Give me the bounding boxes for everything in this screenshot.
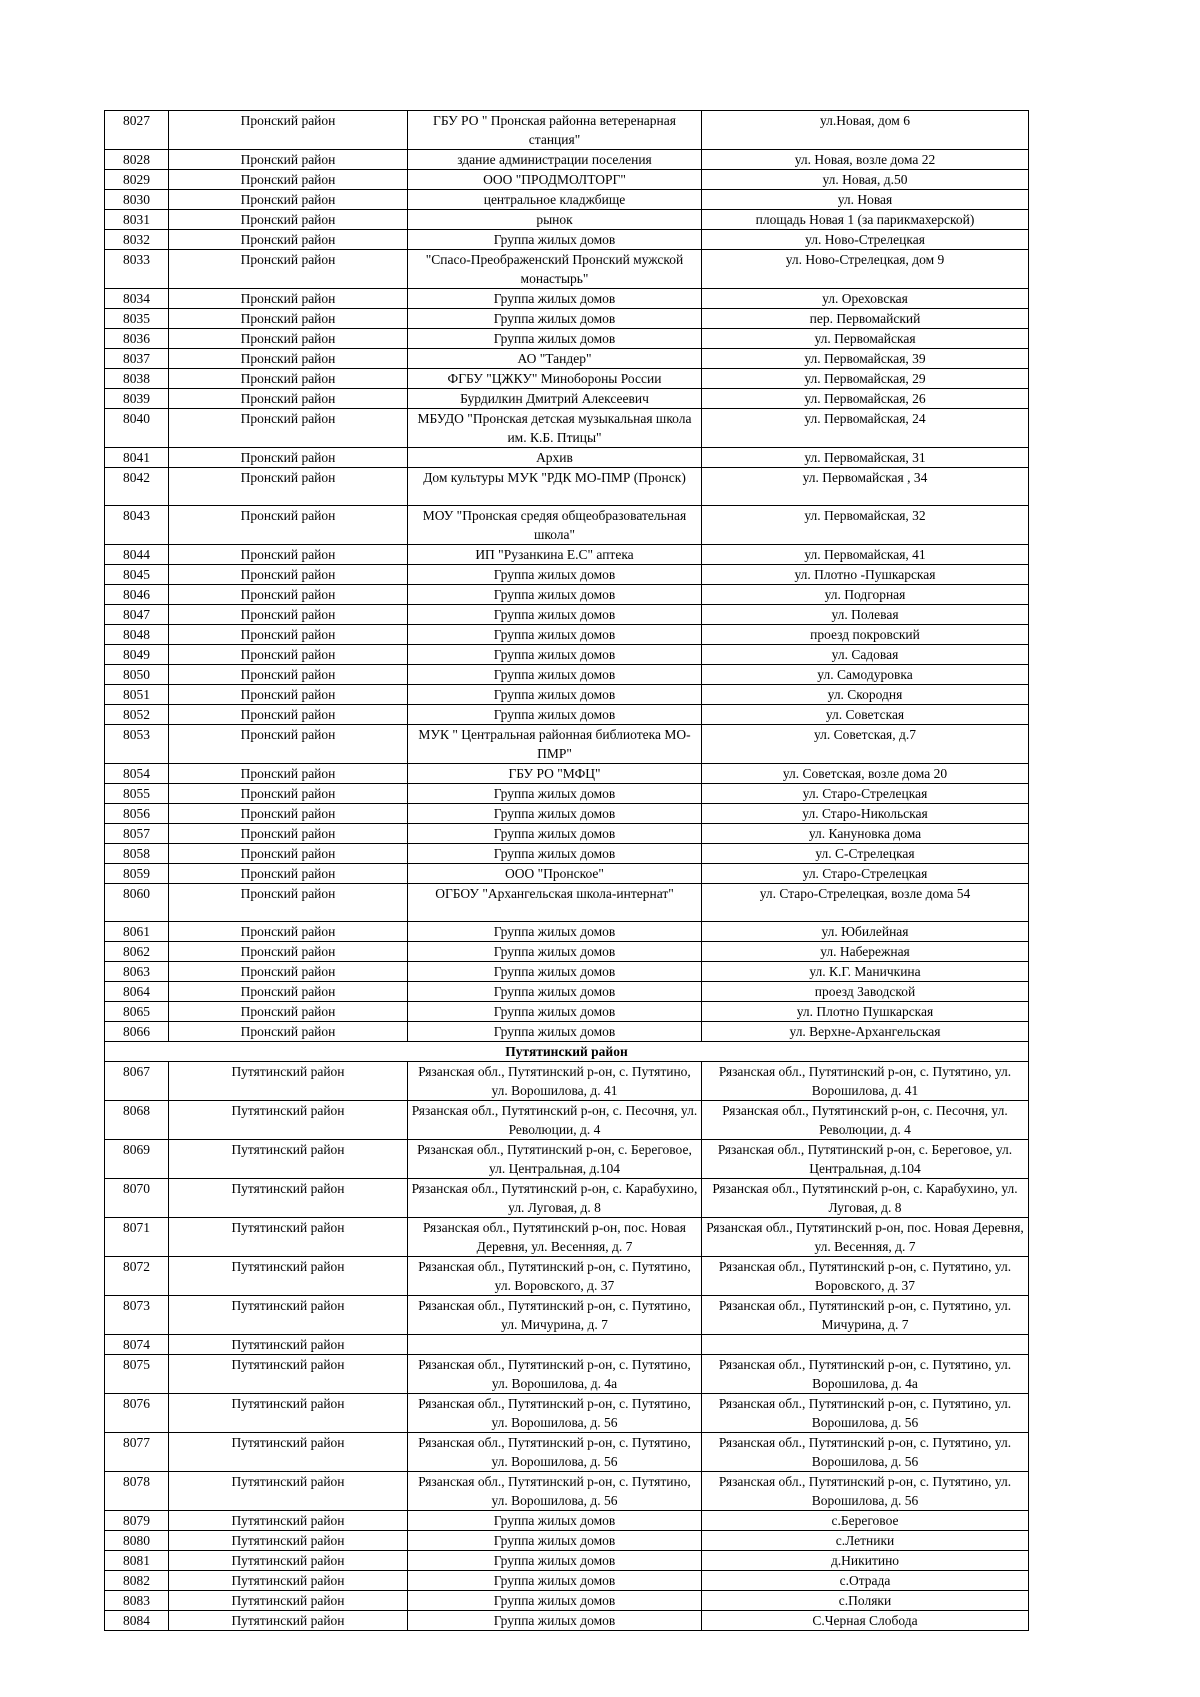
row-number-cell: 8033	[105, 250, 169, 289]
address-cell: Рязанская обл., Путятинский р-он, с. Береговое, ул. Центральная, д.104	[702, 1140, 1029, 1179]
table-row	[105, 1472, 1029, 1511]
row-number-cell: 8051	[105, 685, 169, 705]
row-number-cell: 8067	[105, 1062, 169, 1101]
table-row	[105, 962, 1029, 982]
district-cell: Пронский район	[169, 565, 408, 585]
address-cell	[702, 1335, 1029, 1355]
row-number-cell: 8029	[105, 170, 169, 190]
table-row	[105, 884, 1029, 922]
object-cell: Группа жилых домов	[408, 230, 702, 250]
object-cell	[408, 1335, 702, 1355]
row-number-cell: 8042	[105, 468, 169, 506]
object-cell: Рязанская обл., Путятинский р-он, с. Карабухино, ул. Луговая, д. 8	[408, 1179, 702, 1218]
object-cell: Группа жилых домов	[408, 625, 702, 645]
address-cell: пер. Первомайский	[702, 309, 1029, 329]
district-cell: Пронский район	[169, 389, 408, 409]
object-cell: ФГБУ "ЦЖКУ" Минобороны России	[408, 369, 702, 389]
row-number-cell: 8036	[105, 329, 169, 349]
address-cell: ул. Плотно Пушкарская	[702, 1002, 1029, 1022]
table-row	[105, 1531, 1029, 1551]
table-row	[105, 824, 1029, 844]
district-cell: Пронский район	[169, 369, 408, 389]
address-cell: проезд покровский	[702, 625, 1029, 645]
district-cell: Пронский район	[169, 329, 408, 349]
table-row	[105, 645, 1029, 665]
object-cell: Группа жилых домов	[408, 922, 702, 942]
district-cell: Путятинский район	[169, 1394, 408, 1433]
row-number-cell: 8030	[105, 190, 169, 210]
district-cell: Путятинский район	[169, 1355, 408, 1394]
object-cell: Группа жилых домов	[408, 962, 702, 982]
table-row	[105, 250, 1029, 289]
address-cell: ул. Верхне-Архангельская	[702, 1022, 1029, 1042]
row-number-cell: 8028	[105, 150, 169, 170]
row-number-cell: 8053	[105, 725, 169, 764]
object-cell: Группа жилых домов	[408, 665, 702, 685]
district-cell: Путятинский район	[169, 1218, 408, 1257]
object-cell: здание администрации поселения	[408, 150, 702, 170]
address-cell: ул. Юбилейная	[702, 922, 1029, 942]
district-cell: Пронский район	[169, 506, 408, 545]
object-cell: "Спасо-Преображенский Пронский мужской монастырь"	[408, 250, 702, 289]
district-cell: Пронский район	[169, 1002, 408, 1022]
object-cell: Группа жилых домов	[408, 685, 702, 705]
row-number-cell: 8049	[105, 645, 169, 665]
table-row	[105, 665, 1029, 685]
row-number-cell: 8077	[105, 1433, 169, 1472]
object-cell: Группа жилых домов	[408, 1511, 702, 1531]
district-cell: Пронский район	[169, 725, 408, 764]
table-row	[105, 1611, 1029, 1631]
table-row	[105, 982, 1029, 1002]
district-cell: Пронский район	[169, 705, 408, 725]
row-number-cell: 8068	[105, 1101, 169, 1140]
row-number-cell: 8058	[105, 844, 169, 864]
address-cell: Рязанская обл., Путятинский р-он, с. Путятино, ул. Ворошилова, д. 41	[702, 1062, 1029, 1101]
address-cell: ул. Первомайская, 24	[702, 409, 1029, 448]
object-cell: ООО "ПРОДМОЛТОРГ"	[408, 170, 702, 190]
row-number-cell: 8056	[105, 804, 169, 824]
district-cell: Путятинский район	[169, 1531, 408, 1551]
object-cell: Рязанская обл., Путятинский р-он, с. Путятино, ул. Ворошилова, д. 41	[408, 1062, 702, 1101]
table-row	[105, 1355, 1029, 1394]
district-cell: Пронский район	[169, 685, 408, 705]
district-cell: Путятинский район	[169, 1611, 408, 1631]
table-row	[105, 329, 1029, 349]
table-row	[105, 111, 1029, 150]
address-cell: С.Черная Слобода	[702, 1611, 1029, 1631]
district-cell: Пронский район	[169, 190, 408, 210]
table-row	[105, 942, 1029, 962]
object-cell: Группа жилых домов	[408, 1591, 702, 1611]
address-cell: ул. С-Стрелецкая	[702, 844, 1029, 864]
address-cell: Рязанская обл., Путятинский р-он, пос. Новая Деревня, ул. Весенняя, д. 7	[702, 1218, 1029, 1257]
row-number-cell: 8027	[105, 111, 169, 150]
row-number-cell: 8037	[105, 349, 169, 369]
table-row	[105, 1571, 1029, 1591]
object-cell: Группа жилых домов	[408, 982, 702, 1002]
address-cell: Рязанская обл., Путятинский р-он, с. Песочня, ул. Революции, д. 4	[702, 1101, 1029, 1140]
object-cell: Группа жилых домов	[408, 605, 702, 625]
row-number-cell: 8062	[105, 942, 169, 962]
row-number-cell: 8079	[105, 1511, 169, 1531]
object-cell: Группа жилых домов	[408, 1611, 702, 1631]
row-number-cell: 8055	[105, 784, 169, 804]
row-number-cell: 8073	[105, 1296, 169, 1335]
object-cell: ООО "Пронское"	[408, 864, 702, 884]
data-table	[104, 110, 1029, 1631]
address-cell: ул. Самодуровка	[702, 665, 1029, 685]
row-number-cell: 8038	[105, 369, 169, 389]
object-cell: ОГБОУ "Архангельская школа-интернат"	[408, 884, 702, 922]
table-row	[105, 764, 1029, 784]
object-cell: Группа жилых домов	[408, 1571, 702, 1591]
district-cell: Пронский район	[169, 111, 408, 150]
table-row	[105, 585, 1029, 605]
row-number-cell: 8066	[105, 1022, 169, 1042]
object-cell: Рязанская обл., Путятинский р-он, с. Береговое, ул. Центральная, д.104	[408, 1140, 702, 1179]
table-row	[105, 545, 1029, 565]
row-number-cell: 8040	[105, 409, 169, 448]
object-cell: АО "Тандер"	[408, 349, 702, 369]
object-cell: Группа жилых домов	[408, 824, 702, 844]
table-row	[105, 1101, 1029, 1140]
district-cell: Пронский район	[169, 289, 408, 309]
district-cell: Пронский район	[169, 1022, 408, 1042]
object-cell: Рязанская обл., Путятинский р-он, с. Путятино, ул. Ворошилова, д. 56	[408, 1394, 702, 1433]
table-row	[105, 565, 1029, 585]
object-cell: Рязанская обл., Путятинский р-он, с. Путятино, ул. Воровского, д. 37	[408, 1257, 702, 1296]
address-cell: Рязанская обл., Путятинский р-он, с. Путятино, ул. Ворошилова, д. 4а	[702, 1355, 1029, 1394]
district-cell: Пронский район	[169, 230, 408, 250]
address-cell: ул. Первомайская , 34	[702, 468, 1029, 506]
district-cell: Пронский район	[169, 585, 408, 605]
row-number-cell: 8075	[105, 1355, 169, 1394]
table-row	[105, 369, 1029, 389]
table-row	[105, 1179, 1029, 1218]
address-cell: ул. Ореховская	[702, 289, 1029, 309]
table-row	[105, 170, 1029, 190]
district-cell: Пронский район	[169, 468, 408, 506]
table-row	[105, 804, 1029, 824]
address-cell: ул. Первомайская	[702, 329, 1029, 349]
object-cell: Архив	[408, 448, 702, 468]
address-cell: с.Отрада	[702, 1571, 1029, 1591]
address-cell: с.Летники	[702, 1531, 1029, 1551]
object-cell: ГБУ РО "МФЦ"	[408, 764, 702, 784]
object-cell: Группа жилых домов	[408, 289, 702, 309]
object-cell: Бурдилкин Дмитрий Алексеевич	[408, 389, 702, 409]
address-cell: ул. Ново-Стрелецкая	[702, 230, 1029, 250]
table-row	[105, 605, 1029, 625]
row-number-cell: 8072	[105, 1257, 169, 1296]
address-cell: ул. Ново-Стрелецкая, дом 9	[702, 250, 1029, 289]
table-row	[105, 705, 1029, 725]
table-row	[105, 1022, 1029, 1042]
address-cell: ул.Новая, дом 6	[702, 111, 1029, 150]
object-cell: ИП "Рузанкина Е.С" аптека	[408, 545, 702, 565]
table-row	[105, 1591, 1029, 1611]
row-number-cell: 8064	[105, 982, 169, 1002]
district-cell: Пронский район	[169, 804, 408, 824]
district-cell: Пронский район	[169, 545, 408, 565]
table-row	[105, 844, 1029, 864]
object-cell: Группа жилых домов	[408, 844, 702, 864]
row-number-cell: 8065	[105, 1002, 169, 1022]
district-cell: Пронский район	[169, 625, 408, 645]
address-cell: ул. Первомайская, 32	[702, 506, 1029, 545]
row-number-cell: 8083	[105, 1591, 169, 1611]
address-cell: ул. Плотно -Пушкарская	[702, 565, 1029, 585]
object-cell: Группа жилых домов	[408, 1002, 702, 1022]
table-row	[105, 1218, 1029, 1257]
object-cell: Группа жилых домов	[408, 1551, 702, 1571]
table-row	[105, 864, 1029, 884]
address-cell: ул. Старо-Стрелецкая, возле дома 54	[702, 884, 1029, 922]
address-cell: ул. Советская	[702, 705, 1029, 725]
row-number-cell: 8057	[105, 824, 169, 844]
table-row	[105, 784, 1029, 804]
address-cell: площадь Новая 1 (за парикмахерской)	[702, 210, 1029, 230]
row-number-cell: 8076	[105, 1394, 169, 1433]
district-cell: Путятинский район	[169, 1062, 408, 1101]
table-body	[105, 111, 1029, 1631]
address-cell: Рязанская обл., Путятинский р-он, с. Путятино, ул. Воровского, д. 37	[702, 1257, 1029, 1296]
district-cell: Путятинский район	[169, 1591, 408, 1611]
district-cell: Пронский район	[169, 784, 408, 804]
address-cell: ул. Старо-Стрелецкая	[702, 864, 1029, 884]
object-cell: Рязанская обл., Путятинский р-он, с. Путятино, ул. Ворошилова, д. 4а	[408, 1355, 702, 1394]
row-number-cell: 8039	[105, 389, 169, 409]
table-row	[105, 1140, 1029, 1179]
district-cell: Пронский район	[169, 349, 408, 369]
table-row	[105, 349, 1029, 369]
table-row	[105, 725, 1029, 764]
address-cell: проезд Заводской	[702, 982, 1029, 1002]
district-cell: Пронский район	[169, 605, 408, 625]
object-cell: Рязанская обл., Путятинский р-он, с. Путятино, ул. Ворошилова, д. 56	[408, 1433, 702, 1472]
row-number-cell: 8032	[105, 230, 169, 250]
address-cell: Рязанская обл., Путятинский р-он, с. Путятино, ул. Мичурина, д. 7	[702, 1296, 1029, 1335]
district-cell: Пронский район	[169, 665, 408, 685]
row-number-cell: 8047	[105, 605, 169, 625]
table-row	[105, 625, 1029, 645]
address-cell: ул. Новая	[702, 190, 1029, 210]
district-cell: Путятинский район	[169, 1511, 408, 1531]
row-number-cell: 8059	[105, 864, 169, 884]
object-cell: Группа жилых домов	[408, 942, 702, 962]
address-cell: ул. Садовая	[702, 645, 1029, 665]
section-header-row	[105, 1042, 1029, 1062]
row-number-cell: 8046	[105, 585, 169, 605]
district-cell: Пронский район	[169, 824, 408, 844]
table-row	[105, 922, 1029, 942]
district-cell: Путятинский район	[169, 1101, 408, 1140]
object-cell: Рязанская обл., Путятинский р-он, с. Песочня, ул. Революции, д. 4	[408, 1101, 702, 1140]
table-row	[105, 1002, 1029, 1022]
row-number-cell: 8071	[105, 1218, 169, 1257]
table-row	[105, 1551, 1029, 1571]
district-cell: Пронский район	[169, 645, 408, 665]
object-cell: Группа жилых домов	[408, 784, 702, 804]
object-cell: рынок	[408, 210, 702, 230]
district-cell: Путятинский район	[169, 1433, 408, 1472]
address-cell: ул. Первомайская, 39	[702, 349, 1029, 369]
district-cell: Пронский район	[169, 409, 408, 448]
address-cell: ул. К.Г. Маничкина	[702, 962, 1029, 982]
address-cell: ул. Новая, возле дома 22	[702, 150, 1029, 170]
object-cell: ГБУ РО " Пронская районна ветеренарная станция"	[408, 111, 702, 150]
row-number-cell: 8061	[105, 922, 169, 942]
row-number-cell: 8031	[105, 210, 169, 230]
address-cell: д.Никитино	[702, 1551, 1029, 1571]
object-cell: Рязанская обл., Путятинский р-он, пос. Новая Деревня, ул. Весенняя, д. 7	[408, 1218, 702, 1257]
address-cell: Рязанская обл., Путятинский р-он, с. Путятино, ул. Ворошилова, д. 56	[702, 1472, 1029, 1511]
object-cell: МОУ "Пронская средяя общеобразовательная школа"	[408, 506, 702, 545]
address-cell: Рязанская обл., Путятинский р-он, с. Карабухино, ул. Луговая, д. 8	[702, 1179, 1029, 1218]
district-cell: Пронский район	[169, 250, 408, 289]
table-row	[105, 289, 1029, 309]
district-cell: Путятинский район	[169, 1179, 408, 1218]
row-number-cell: 8054	[105, 764, 169, 784]
address-cell: ул. Набережная	[702, 942, 1029, 962]
district-cell: Пронский район	[169, 448, 408, 468]
address-cell: ул. Полевая	[702, 605, 1029, 625]
table-row	[105, 685, 1029, 705]
district-cell: Пронский район	[169, 942, 408, 962]
address-cell: ул. Старо-Стрелецкая	[702, 784, 1029, 804]
district-cell: Пронский район	[169, 982, 408, 1002]
address-cell: ул. Советская, д.7	[702, 725, 1029, 764]
district-cell: Путятинский район	[169, 1296, 408, 1335]
row-number-cell: 8084	[105, 1611, 169, 1631]
district-cell: Пронский район	[169, 962, 408, 982]
address-cell: ул. Первомайская, 29	[702, 369, 1029, 389]
table-row	[105, 230, 1029, 250]
address-cell: ул. Первомайская, 31	[702, 448, 1029, 468]
row-number-cell: 8034	[105, 289, 169, 309]
row-number-cell: 8044	[105, 545, 169, 565]
district-cell: Пронский район	[169, 764, 408, 784]
table-row	[105, 1394, 1029, 1433]
object-cell: Дом культуры МУК "РДК МО-ПМР (Пронск)	[408, 468, 702, 506]
row-number-cell: 8074	[105, 1335, 169, 1355]
row-number-cell: 8081	[105, 1551, 169, 1571]
table-row	[105, 448, 1029, 468]
object-cell: центральное кладжбище	[408, 190, 702, 210]
district-cell: Пронский район	[169, 309, 408, 329]
row-number-cell: 8063	[105, 962, 169, 982]
address-cell: с.Поляки	[702, 1591, 1029, 1611]
table-row	[105, 210, 1029, 230]
address-cell: ул. Подгорная	[702, 585, 1029, 605]
district-cell: Пронский район	[169, 844, 408, 864]
object-cell: Группа жилых домов	[408, 1531, 702, 1551]
object-cell: Группа жилых домов	[408, 1022, 702, 1042]
district-cell: Путятинский район	[169, 1571, 408, 1591]
object-cell: Группа жилых домов	[408, 705, 702, 725]
table-row	[105, 468, 1029, 506]
district-cell: Пронский район	[169, 922, 408, 942]
district-cell: Путятинский район	[169, 1551, 408, 1571]
object-cell: Группа жилых домов	[408, 585, 702, 605]
object-cell: Группа жилых домов	[408, 645, 702, 665]
district-cell: Путятинский район	[169, 1335, 408, 1355]
table-row	[105, 389, 1029, 409]
address-cell: с.Береговое	[702, 1511, 1029, 1531]
object-cell: Рязанская обл., Путятинский р-он, с. Путятино, ул. Мичурина, д. 7	[408, 1296, 702, 1335]
row-number-cell: 8060	[105, 884, 169, 922]
object-cell: Группа жилых домов	[408, 309, 702, 329]
district-cell: Путятинский район	[169, 1472, 408, 1511]
table-row	[105, 1062, 1029, 1101]
district-cell: Путятинский район	[169, 1257, 408, 1296]
section-title: Путятинский район	[105, 1042, 1029, 1062]
table-row	[105, 150, 1029, 170]
object-cell: Группа жилых домов	[408, 804, 702, 824]
row-number-cell: 8052	[105, 705, 169, 725]
object-cell: Группа жилых домов	[408, 565, 702, 585]
district-cell: Путятинский район	[169, 1140, 408, 1179]
address-cell: ул. Первомайская, 26	[702, 389, 1029, 409]
row-number-cell: 8041	[105, 448, 169, 468]
row-number-cell: 8050	[105, 665, 169, 685]
table-row	[105, 1335, 1029, 1355]
table-row	[105, 409, 1029, 448]
object-cell: Группа жилых домов	[408, 329, 702, 349]
address-cell: ул. Старо-Никольская	[702, 804, 1029, 824]
table-row	[105, 190, 1029, 210]
row-number-cell: 8043	[105, 506, 169, 545]
district-cell: Пронский район	[169, 170, 408, 190]
address-cell: ул. Первомайская, 41	[702, 545, 1029, 565]
object-cell: МБУДО "Пронская детская музыкальная школа им. К.Б. Птицы"	[408, 409, 702, 448]
row-number-cell: 8080	[105, 1531, 169, 1551]
district-cell: Пронский район	[169, 150, 408, 170]
row-number-cell: 8082	[105, 1571, 169, 1591]
table-row	[105, 506, 1029, 545]
row-number-cell: 8035	[105, 309, 169, 329]
row-number-cell: 8048	[105, 625, 169, 645]
address-cell: ул. Кануновка дома	[702, 824, 1029, 844]
district-cell: Пронский район	[169, 884, 408, 922]
object-cell: МУК " Центральная районная библиотека МО-ПМР"	[408, 725, 702, 764]
table-row	[105, 1511, 1029, 1531]
address-cell: Рязанская обл., Путятинский р-он, с. Путятино, ул. Ворошилова, д. 56	[702, 1433, 1029, 1472]
address-cell: ул. Советская, возле дома 20	[702, 764, 1029, 784]
address-cell: ул. Скородня	[702, 685, 1029, 705]
row-number-cell: 8070	[105, 1179, 169, 1218]
table-row	[105, 309, 1029, 329]
table-row	[105, 1257, 1029, 1296]
row-number-cell: 8045	[105, 565, 169, 585]
table-row	[105, 1433, 1029, 1472]
district-cell: Пронский район	[169, 864, 408, 884]
address-cell: ул. Новая, д.50	[702, 170, 1029, 190]
district-cell: Пронский район	[169, 210, 408, 230]
row-number-cell: 8069	[105, 1140, 169, 1179]
row-number-cell: 8078	[105, 1472, 169, 1511]
address-cell: Рязанская обл., Путятинский р-он, с. Путятино, ул. Ворошилова, д. 56	[702, 1394, 1029, 1433]
table-row	[105, 1296, 1029, 1335]
object-cell: Рязанская обл., Путятинский р-он, с. Путятино, ул. Ворошилова, д. 56	[408, 1472, 702, 1511]
